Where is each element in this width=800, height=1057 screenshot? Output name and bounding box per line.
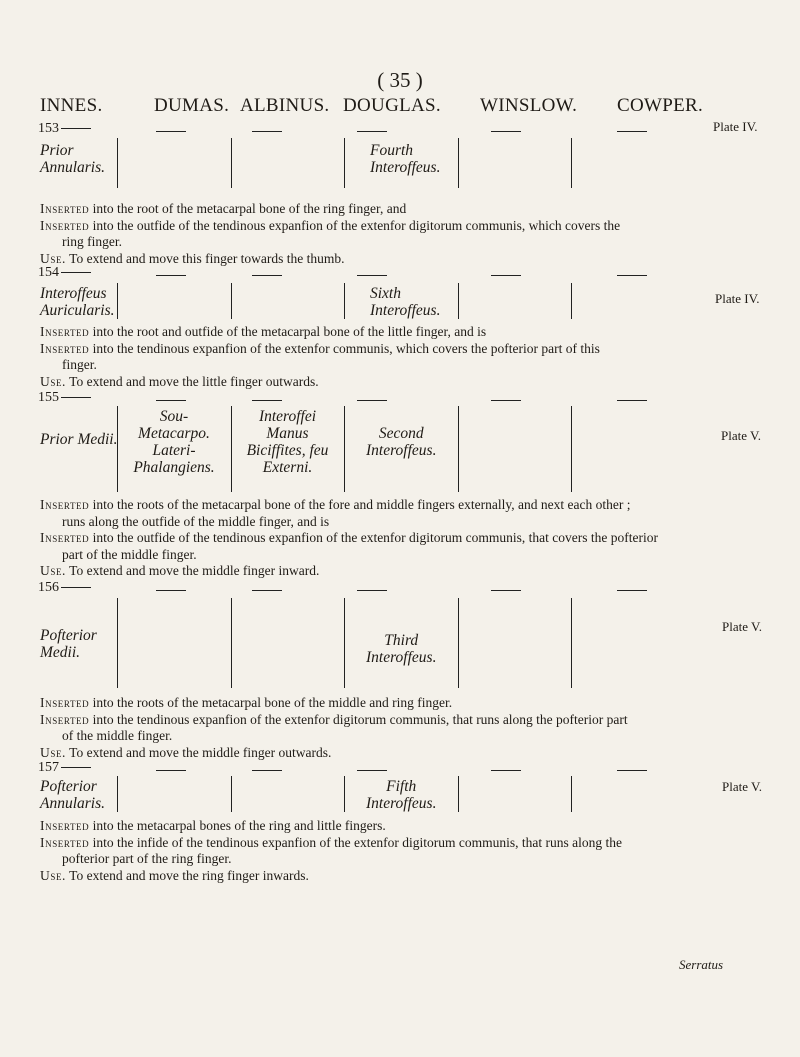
douglas-name: Third Interoffeus. xyxy=(366,632,437,666)
header-albinus: ALBINUS. xyxy=(240,95,330,116)
entry-number: 154 xyxy=(38,265,91,281)
header-innes: INNES. xyxy=(40,95,103,116)
plate-ref: Plate IV. xyxy=(713,119,758,134)
entry-number: 155 xyxy=(38,390,91,406)
catchword: Serratus xyxy=(679,957,724,972)
douglas-name: Fifth Interoffeus. xyxy=(366,778,437,812)
header-cowper: COWPER. xyxy=(617,95,704,116)
douglas-name: Sixth Interoffeus. xyxy=(370,285,441,319)
albinus-name: Interoffei Manus Biciffites, feu Externi. xyxy=(246,408,329,476)
innes-name: Interoffeus Auricularis. xyxy=(40,285,115,319)
entry-number: 157 xyxy=(38,760,91,776)
entry-text: Inserted into the metacarpal bones of the ring and little fingers. Inserted into the infide of the tendinous expanfion of the extenfor digitorum communis, that runs along the pofterior part of the ring finger. Use. To extend and move the ring finger inwards. xyxy=(40,818,623,883)
innes-name: Prior Annularis. xyxy=(40,142,106,176)
page-number: ( 35 ) xyxy=(377,68,423,92)
entry-text: Inserted into the roots of the metacarpal bone of the fore and middle fingers externally, and next each other ; runs along the outfide of the middle finger, and is Inserted into the outfide of the tendinous expanfion of the extenfor digitorum communis, that covers the pofterior part of the middle finger. Use. To extend and move the middle finger inward. xyxy=(40,497,658,578)
entry-text: Inserted into the roots of the metacarpal bone of the middle and ring finger. Inserted into the tendinous expanfion of the extenfor digitorum communis, that runs along the pofterior part of the middle finger. Use. To extend and move the middle finger outwards. xyxy=(40,695,628,760)
plate-ref: Plate V. xyxy=(722,619,762,634)
innes-name: Prior Medii. xyxy=(40,431,118,448)
header-dumas: DUMAS. xyxy=(154,95,230,116)
douglas-name: Second Interoffeus. xyxy=(366,425,437,459)
entry-text: Inserted into the root of the metacarpal bone of the ring finger, and Inserted into the outfide of the tendinous expanfion of the extenfor digitorum communis, which covers the ring finger. Use. To extend and move this finger towards the thumb. xyxy=(40,201,621,266)
plate-ref: Plate V. xyxy=(722,779,762,794)
entry-text: Inserted into the root and outfide of the metacarpal bone of the little finger, and is Inserted into the tendinous expanfion of the extenfor communis, which covers the pofterior part of this finger. Use. To extend and move the little finger outwards. xyxy=(40,324,600,389)
header-douglas: DOUGLAS. xyxy=(343,95,441,116)
entry-number: 156 xyxy=(38,580,91,596)
innes-name: Pofterior Annularis. xyxy=(40,778,106,812)
header-winslow: WINSLOW. xyxy=(480,95,578,116)
entry-number: 153 xyxy=(38,121,91,137)
innes-name: Pofterior Medii. xyxy=(40,627,97,661)
plate-ref: Plate IV. xyxy=(715,291,760,306)
dumas-name: Sou- Metacarpo. Lateri- Phalangiens. xyxy=(133,408,215,476)
douglas-name: Fourth Interoffeus. xyxy=(370,142,441,176)
plate-ref: Plate V. xyxy=(721,428,761,443)
